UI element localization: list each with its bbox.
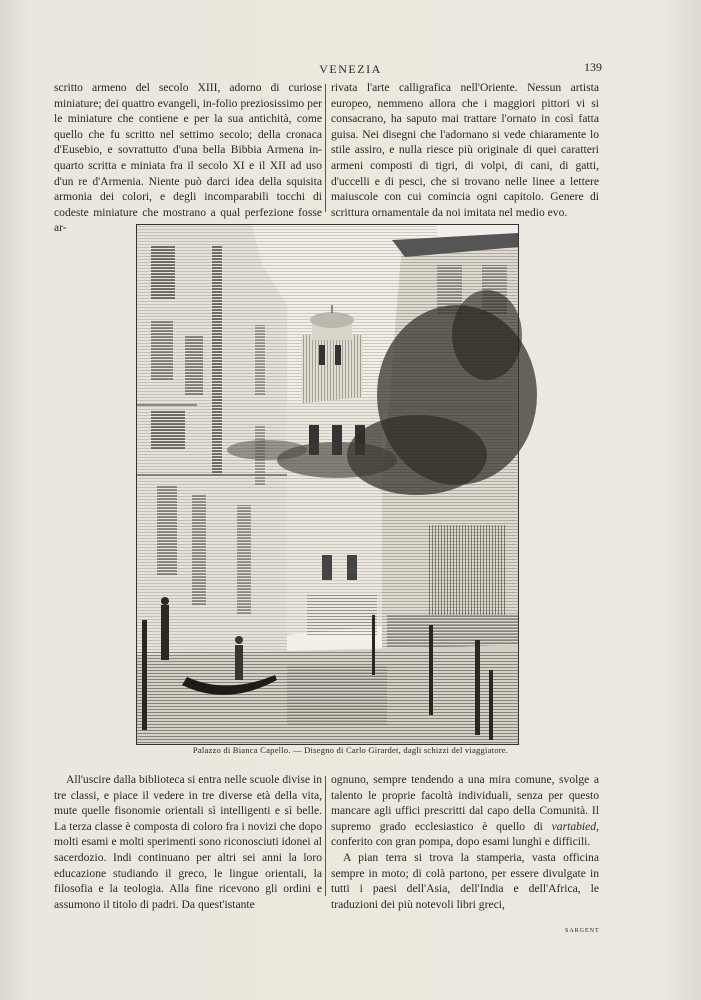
- running-header-title: VENEZIA: [319, 62, 382, 76]
- column-divider-bottom: [325, 776, 326, 896]
- canal-water: [137, 645, 518, 744]
- page-number: 139: [584, 60, 602, 74]
- top-left-column: [54, 80, 322, 236]
- illustration-caption: Palazzo di Bianca Capello. — Disegno di Carlo Girardet, dagli schizzi del viaggiatore.: [192, 745, 509, 755]
- italic-term: vartabied: [551, 819, 597, 833]
- bottom-right-paragraph-2: A pian terra si trova la stamperia, vasta officina sempre in moto; di colà partono, per essere divulgate in tutti i paesi dell'Asia, dell'India e dell'Africa, le traduzioni dei più notevoli libri greci,: [331, 850, 599, 911]
- canal-scene-engraving: [137, 225, 518, 744]
- paragraph-1-start: ognuno, sempre tendendo a una mira comune, svolge a talento le proprie facoltà individuali, senza per questo mancare agli uffici prescritti dal capo della Comunità. Il supremo grado ecclesiastico è quello di: [331, 773, 599, 833]
- top-right-column: [331, 80, 599, 220]
- paragraph-1-end: , conferito con gran pompa, dopo esami lunghi e difficili.: [331, 819, 599, 849]
- bottom-left-paragraph: All'uscire dalla biblioteca si entra nelle scuole divise in tre classi, e piace il vedere in tre diverse età della vita, mute quelle fisonomie orientali sì intelligenti e sì belle. La terza classe è composta di coloro fra i novizi che dopo molti esami e molti sperimenti sono riconosciuti idonei al sacerdozio. Indi continuano per altri sei anni la loro educazione studiando il greco, le lingue orientali, la filosofia e la teologia. Alla fine ricevono gli ordini e assumono il titolo di padri. Da quest'istante: [54, 773, 322, 911]
- left-palazzo: [137, 225, 287, 695]
- bottom-right-column: [331, 772, 599, 912]
- engraver-signature: SARGENT: [565, 928, 600, 934]
- top-left-paragraph: scritto armeno del secolo XIII, adorno di curiose miniature; dei quattro evangeli, in-folio preziosissimo per le miniature che contiene e per la sua antichità, come quello che fu scritto nel settimo secolo; della cronaca d'Eusebio, e sovrattutto d'una bella Bibbia Armena in-quarto scritta e miniata fra il secolo XI e il XII ad uso d'un re d'Armenia. Niente può darci idea della squisita armonia dei colori, e degli incomparabili tocchi di codeste miniature che mostrano a qual perfezione fosse ar-: [54, 81, 322, 235]
- bottom-right-paragraph-1: [331, 772, 599, 850]
- bottom-left-column: [54, 772, 322, 912]
- column-divider-top: [325, 84, 326, 212]
- top-right-paragraph: rivata l'arte calligrafica nell'Oriente. Nessun artista europeo, nemmeno allora che i maggiori pittori vi si consacrano, ha saputo mai trattare l'ornato in così fatta guisa. Nei disegni che l'adornano si vede chiaramente lo stile assiro, e nulla riesce più originale di quei caratteri armeni composti di tigri, di volpi, di cani, di gatti, d'uccelli e di pesci, che si trovano nelle linee a lettere maiuscole con cui comincia ogni capitolo. Genere di scrittura ornamentale da noi imitata nel medio evo.: [331, 81, 599, 219]
